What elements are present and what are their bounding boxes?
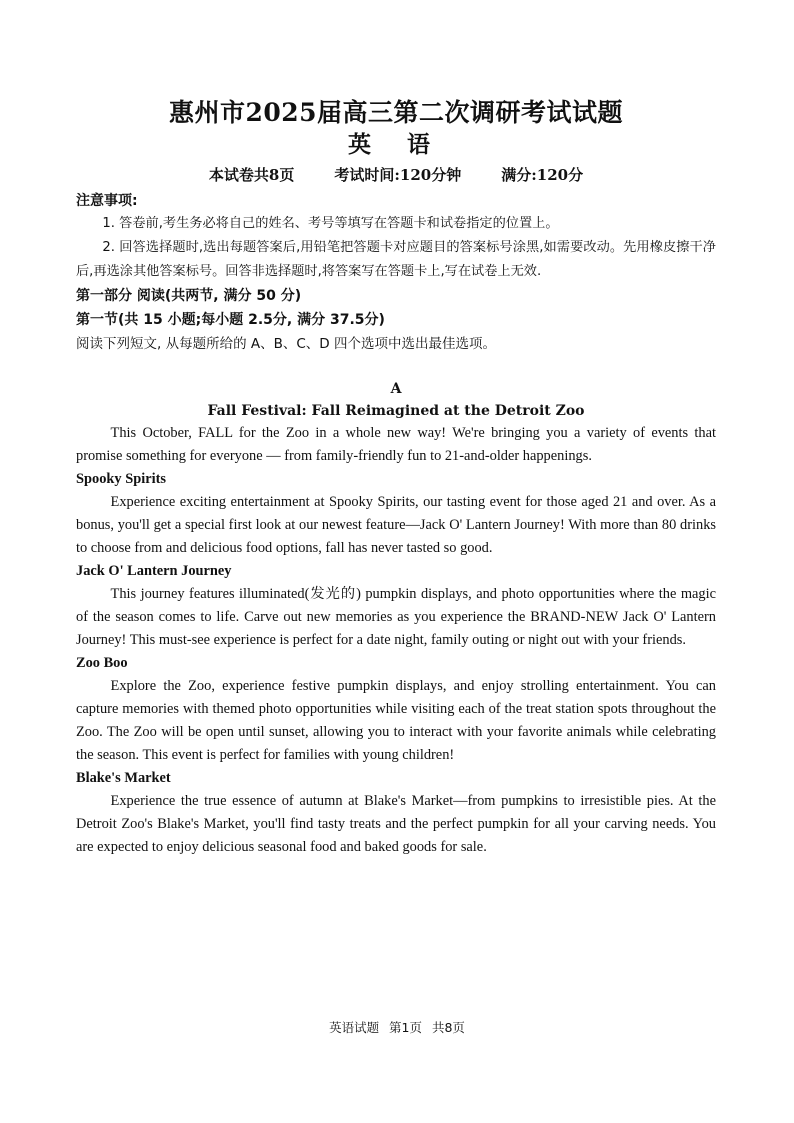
full-score: 满分:120分 <box>501 166 584 184</box>
event-text-jack-o-lantern: This journey features illuminated(发光的) pumpkin displays, and photo opportunities where the magic of the season comes to life. Carve out new memories as you experience the BRAND-NEW Jack O' Lantern Journey! This must-see experience is perfect for a date night, family outing or night out with your friends. <box>76 586 716 648</box>
page-count: 本试卷共8页 <box>208 166 295 184</box>
event-heading-zoo-boo: Zoo Boo <box>76 655 128 671</box>
event-heading-jack-o-lantern: Jack O' Lantern Journey <box>76 563 232 579</box>
event-heading-spooky-spirits: Spooky Spirits <box>76 471 166 487</box>
passage-letter: A <box>390 381 402 397</box>
event-text-spooky-spirits: Experience exciting entertainment at Spooky Spirits, our tasting event for those aged 21 and over. As a bonus, you'll get a special first look at our newest feature—Jack O' Lantern Journey! With more than 80 drinks to choose from and delicious food options, fall has never tasted so good. <box>76 494 716 556</box>
section-instruction: 阅读下列短文, 从每题所给的 A、B、C、D 四个选项中选出最佳选项。 <box>76 336 496 352</box>
note-item-2: 2. 回答选择题时,选出每题答案后,用铅笔把答题卡对应题目的答案标号涂黑,如需要改动。先用橡皮擦干净后,再选涂其他答案标号。回答非选择题时,将答案写在答题卡上,写在试卷上无效. <box>76 240 716 279</box>
event-text-zoo-boo: Explore the Zoo, experience festive pumpkin displays, and enjoy strolling entertainment. You can capture memories with themed photo opportunities while visiting each of the treat station spots throughout the Zoo. The Zoo will be open until sunset, allowing you to interact with your favorite animals while celebrating the season. This event is perfect for families with young children! <box>76 678 716 763</box>
event-heading-blakes-market: Blake's Market <box>76 770 171 786</box>
passage-title: Fall Festival: Fall Reimagined at the Detroit Zoo <box>207 403 585 419</box>
part-heading: 第一部分 阅读(共两节, 满分 50 分) <box>76 288 302 304</box>
exam-time: 考试时间:120分钟 <box>334 166 462 184</box>
passage-intro: This October, FALL for the Zoo in a whole new way! We're bringing you a variety of events that promise something for everyone — from family-friendly fun to 21-and-older happenings. <box>76 425 716 464</box>
exam-meta <box>76 164 716 186</box>
exam-subject: 英 语 <box>347 131 444 158</box>
page-footer: 英语试题 第1页 共8页 <box>329 1020 465 1035</box>
notes-heading: 注意事项: <box>76 193 138 209</box>
exam-title: 惠州市2025届高三第二次调研考试试题 <box>168 98 624 127</box>
event-text-blakes-market: Experience the true essence of autumn at Blake's Market—from pumpkins to irresistible pies. At the Detroit Zoo's Blake's Market, you'll find tasty treats and the perfect pumpkin for all your carving needs. You are expected to enjoy delicious seasonal food and baked goods for sale. <box>76 793 716 855</box>
section-heading: 第一节(共 15 小题;每小题 2.5分, 满分 37.5分) <box>76 312 385 328</box>
note-item-1: 1. 答卷前,考生务必将自己的姓名、考号等填写在答题卡和试卷指定的位置上。 <box>102 216 559 231</box>
